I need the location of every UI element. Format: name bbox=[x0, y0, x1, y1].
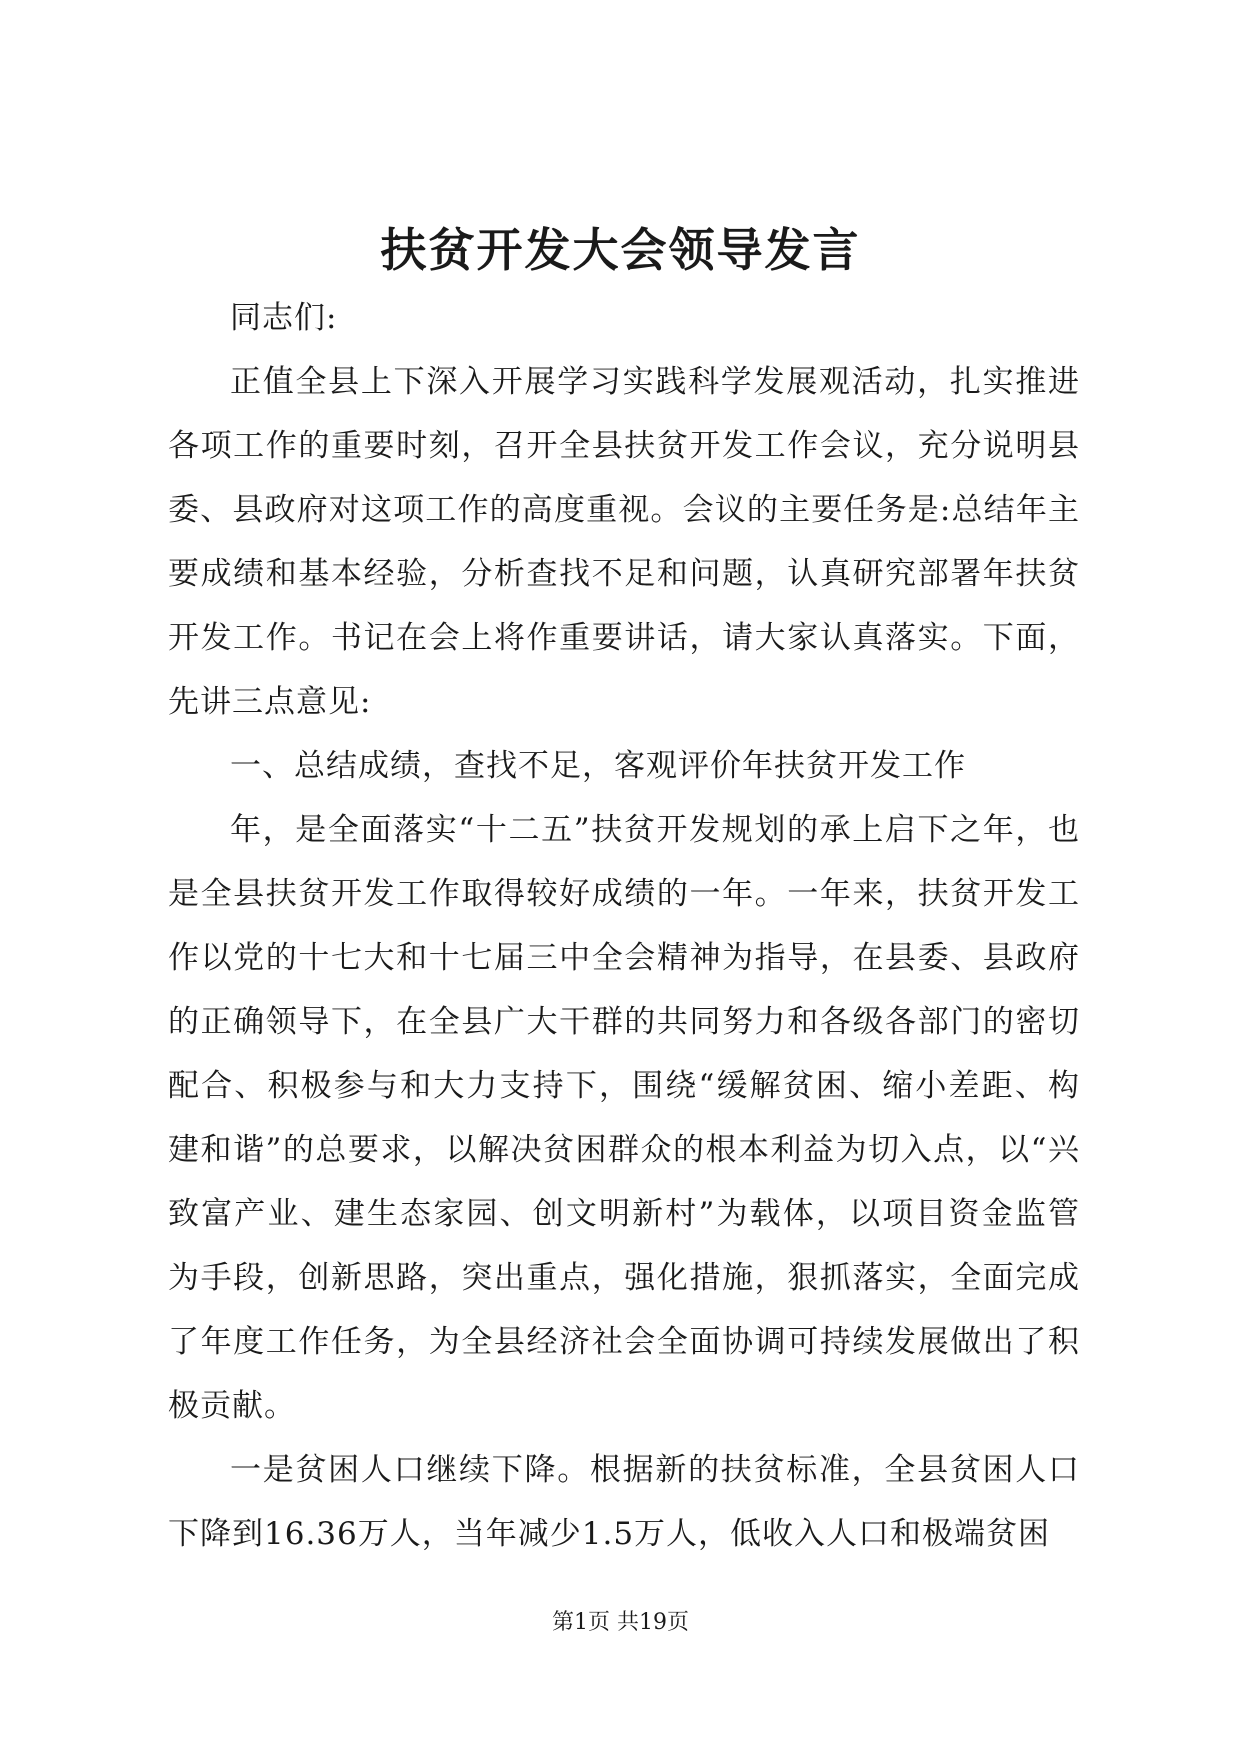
document-title: 扶贫开发大会领导发言 bbox=[380, 223, 861, 277]
paragraph-summary: 年，是全面落实“十二五”扶贫开发规划的承上启下之年，也是全县扶贫开发工作取得较好成绩的一年。一年来，扶贫开发工作以党的十七大和十七届三中全会精神为指导，在县委、县政府的正确领导下，在全县广大干群的共同努力和各级各部门的密切配合、积极参与和大力支持下，围绕“缓解贫困、缩小差距、构建和谐”的总要求，以解决贫困群众的根本利益为切入点，以“兴致富产业、建生态家园、创文明新村”为载体，以项目资金监管为手段，创新思路，突出重点，强化措施，狠抓落实，全面完成了年度工作任务，为全县经济社会全面协调可持续发展做出了积极贡献。 bbox=[168, 812, 1080, 1424]
document-body bbox=[168, 350, 1080, 1566]
salutation-text: 同志们: bbox=[230, 300, 338, 336]
section-heading-1: 一、总结成绩，查找不足，客观评价年扶贫开发工作 bbox=[230, 748, 966, 784]
salutation bbox=[168, 286, 1080, 350]
paragraph-poverty-decline: 一是贫困人口继续下降。根据新的扶贫标准，全县贫困人口下降到16.36万人，当年减少1.5万人，低收入人口和极端贫困 bbox=[168, 1452, 1080, 1552]
paragraph-intro: 正值全县上下深入开展学习实践科学发展观活动，扎实推进各项工作的重要时刻，召开全县扶贫开发工作会议，充分说明县委、县政府对这项工作的高度重视。会议的主要任务是:总结年主要成绩和基本经验，分析查找不足和问题，认真研究部署年扶贫开发工作。书记在会上将作重要讲话，请大家认真落实。下面，先讲三点意见: bbox=[168, 364, 1080, 720]
page-number-footer: 第1页 共19页 bbox=[552, 1610, 689, 1635]
